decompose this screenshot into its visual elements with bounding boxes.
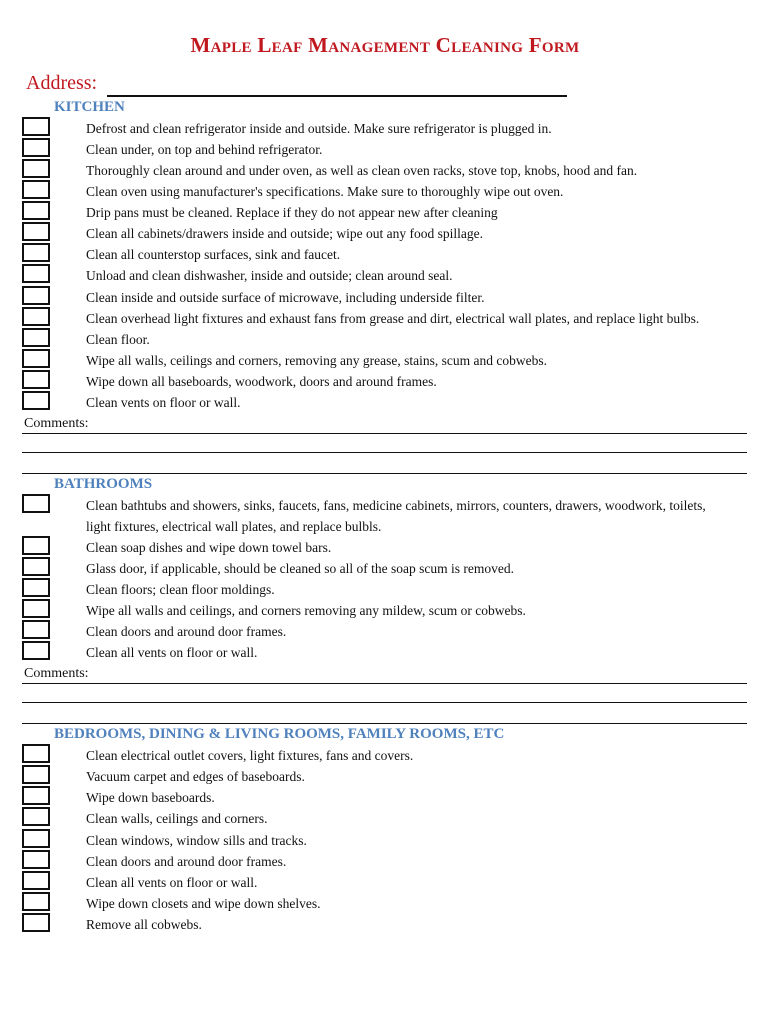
bathrooms-item: Clean all vents on floor or wall. bbox=[86, 645, 258, 660]
kitchen-checkbox[interactable] bbox=[22, 159, 50, 178]
kitchen-checkbox[interactable] bbox=[22, 328, 50, 347]
bedrooms-checkbox[interactable] bbox=[22, 871, 50, 890]
kitchen-checkbox[interactable] bbox=[22, 286, 50, 305]
kitchen-item: Wipe all walls, ceilings and corners, removing any grease, stains, scum and cobwebs. bbox=[86, 353, 547, 368]
kitchen-item: Clean vents on floor or wall. bbox=[86, 395, 241, 410]
kitchen-comments-label: Comments: bbox=[24, 416, 89, 431]
bathrooms-checkbox[interactable] bbox=[22, 494, 50, 513]
kitchen-item: Defrost and clean refrigerator inside and outside. Make sure refrigerator is plugged in. bbox=[86, 121, 552, 136]
kitchen-checkbox[interactable] bbox=[22, 201, 50, 220]
bathrooms-item: Wipe all walls and ceilings, and corners removing any mildew, scum or cobwebs. bbox=[86, 603, 526, 618]
kitchen-checkbox[interactable] bbox=[22, 370, 50, 389]
kitchen-item: Clean oven using manufacturer's specifications. Make sure to thoroughly wipe out oven. bbox=[86, 184, 564, 199]
bedrooms-checkbox[interactable] bbox=[22, 892, 50, 911]
kitchen-item: Clean floor. bbox=[86, 332, 150, 347]
bathrooms-item: Clean bathtubs and showers, sinks, faucets, fans, medicine cabinets, mirrors, counters, drawers, woodwork, toilets, bbox=[86, 498, 706, 513]
bathrooms-checkbox[interactable] bbox=[22, 578, 50, 597]
bedrooms-item: Clean walls, ceilings and corners. bbox=[86, 811, 268, 826]
bathrooms-checkbox[interactable] bbox=[22, 536, 50, 555]
kitchen-checkbox[interactable] bbox=[22, 117, 50, 136]
bedrooms-checkbox[interactable] bbox=[22, 850, 50, 869]
bathrooms-checkbox[interactable] bbox=[22, 620, 50, 639]
bathrooms-comment-line-3[interactable] bbox=[22, 723, 747, 724]
kitchen-comment-line-2[interactable] bbox=[22, 452, 747, 453]
bathrooms-item: Clean soap dishes and wipe down towel bars. bbox=[86, 540, 332, 555]
bedrooms-heading: BEDROOMS, DINING & LIVING ROOMS, FAMILY ROOMS, ETC bbox=[54, 726, 505, 742]
kitchen-comment-line-3[interactable] bbox=[22, 473, 747, 474]
kitchen-item: Wipe down all baseboards, woodwork, doors and around frames. bbox=[86, 374, 437, 389]
bedrooms-item: Clean doors and around door frames. bbox=[86, 854, 287, 869]
kitchen-item: Drip pans must be cleaned. Replace if they do not appear new after cleaning bbox=[86, 205, 498, 220]
form-title: Maple Leaf Management Cleaning Form bbox=[190, 33, 580, 57]
bathrooms-heading: BATHROOMS bbox=[54, 476, 153, 492]
kitchen-checkbox[interactable] bbox=[22, 243, 50, 262]
kitchen-item: Clean under, on top and behind refrigerator. bbox=[86, 142, 323, 157]
bathrooms-comments-label: Comments: bbox=[24, 666, 89, 681]
bedrooms-checkbox[interactable] bbox=[22, 807, 50, 826]
bedrooms-checkbox[interactable] bbox=[22, 744, 50, 763]
address-label: Address: bbox=[26, 72, 98, 94]
bedrooms-checkbox[interactable] bbox=[22, 765, 50, 784]
bathrooms-item: light fixtures, electrical wall plates, and replace bulbls. bbox=[86, 519, 382, 534]
bathrooms-comment-line-1[interactable] bbox=[22, 683, 747, 684]
bathrooms-checkbox[interactable] bbox=[22, 599, 50, 618]
kitchen-checkbox[interactable] bbox=[22, 138, 50, 157]
kitchen-item: Clean overhead light fixtures and exhaust fans from grease and dirt, electrical wall plates, and replace light bulbs. bbox=[86, 311, 700, 326]
kitchen-checkbox[interactable] bbox=[22, 349, 50, 368]
bedrooms-item: Wipe down baseboards. bbox=[86, 790, 215, 805]
bathrooms-item: Clean floors; clean floor moldings. bbox=[86, 582, 275, 597]
kitchen-item: Thoroughly clean around and under oven, as well as clean oven racks, stove top, knobs, hood and fan. bbox=[86, 163, 638, 178]
bathrooms-checkbox[interactable] bbox=[22, 557, 50, 576]
bathrooms-item: Clean doors and around door frames. bbox=[86, 624, 287, 639]
kitchen-item: Clean all cabinets/drawers inside and outside; wipe out any food spillage. bbox=[86, 226, 484, 241]
kitchen-checkbox[interactable] bbox=[22, 180, 50, 199]
bedrooms-item: Wipe down closets and wipe down shelves. bbox=[86, 896, 321, 911]
kitchen-checkbox[interactable] bbox=[22, 391, 50, 410]
kitchen-item: Clean all counterstop surfaces, sink and faucet. bbox=[86, 247, 341, 262]
kitchen-comment-line-1[interactable] bbox=[22, 433, 747, 434]
bedrooms-item: Remove all cobwebs. bbox=[86, 917, 202, 932]
bedrooms-item: Clean electrical outlet covers, light fixtures, fans and covers. bbox=[86, 748, 414, 763]
kitchen-checkbox[interactable] bbox=[22, 307, 50, 326]
bathrooms-checkbox[interactable] bbox=[22, 641, 50, 660]
bedrooms-item: Clean windows, window sills and tracks. bbox=[86, 833, 307, 848]
bedrooms-checkbox[interactable] bbox=[22, 913, 50, 932]
bedrooms-checkbox[interactable] bbox=[22, 829, 50, 848]
kitchen-item: Unload and clean dishwasher, inside and outside; clean around seal. bbox=[86, 268, 453, 283]
kitchen-heading: KITCHEN bbox=[54, 99, 125, 115]
address-field[interactable] bbox=[107, 95, 567, 97]
bedrooms-item: Clean all vents on floor or wall. bbox=[86, 875, 258, 890]
kitchen-item: Clean inside and outside surface of microwave, including underside filter. bbox=[86, 290, 485, 305]
bathrooms-comment-line-2[interactable] bbox=[22, 702, 747, 703]
kitchen-checkbox[interactable] bbox=[22, 222, 50, 241]
bedrooms-item: Vacuum carpet and edges of baseboards. bbox=[86, 769, 305, 784]
kitchen-checkbox[interactable] bbox=[22, 264, 50, 283]
bedrooms-checkbox[interactable] bbox=[22, 786, 50, 805]
bathrooms-item: Glass door, if applicable, should be cleaned so all of the soap scum is removed. bbox=[86, 561, 514, 576]
